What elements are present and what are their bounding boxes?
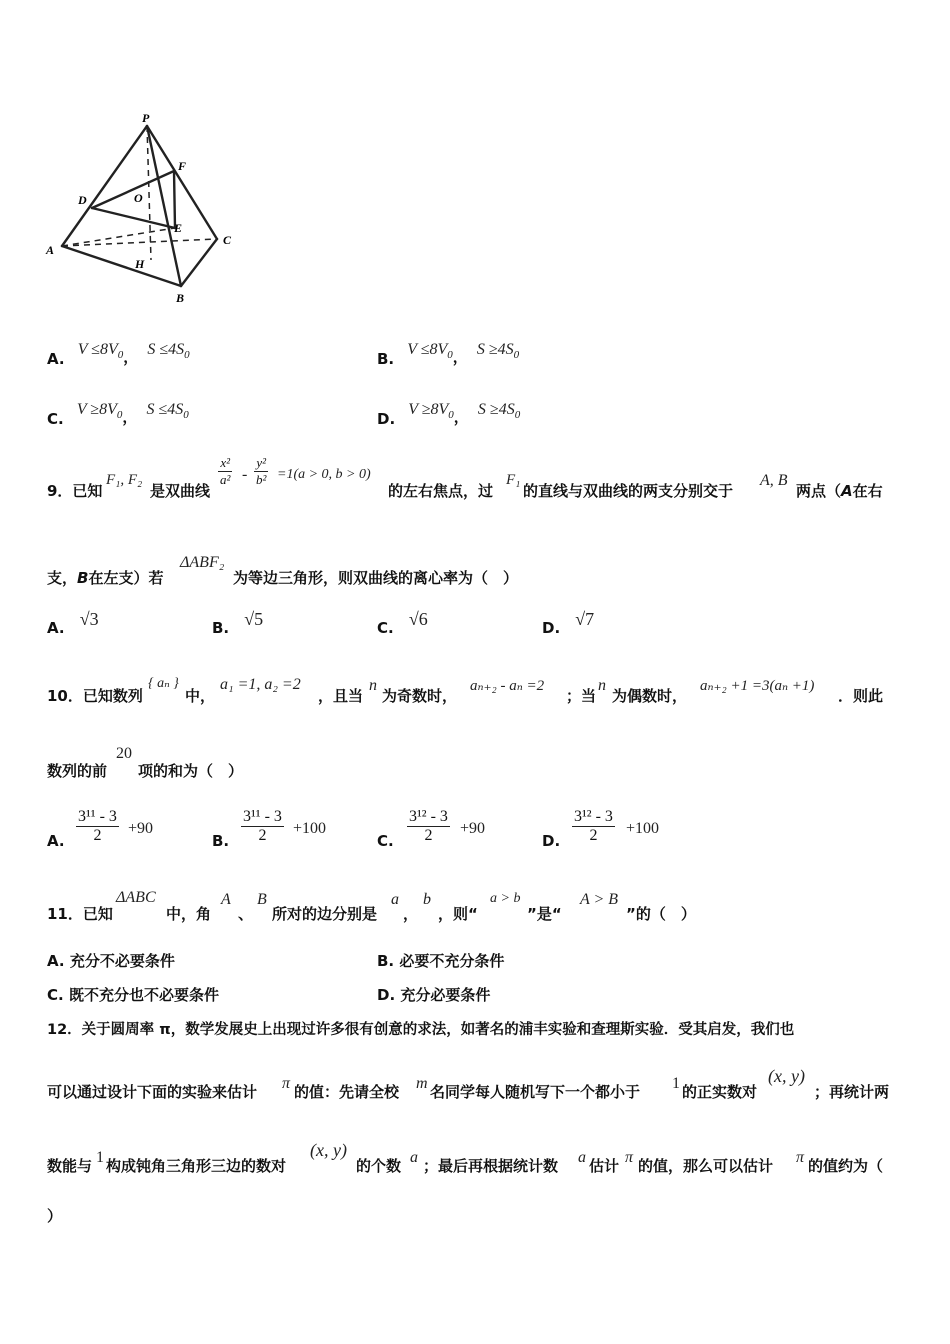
q9-text-3: 的直线与双曲线的两支分别交于	[523, 482, 734, 500]
q12-line2-b: 的值：先请全校	[294, 1083, 400, 1101]
q11-condition-1: a > b	[490, 891, 521, 906]
q9-text-1: 是双曲线	[150, 482, 211, 500]
option-letter: A.	[47, 619, 65, 637]
q8-option-d[interactable]	[377, 401, 521, 431]
q10-option-c[interactable]	[407, 808, 450, 845]
q12-line2-c: 名同学每人随机写下一个都小于	[430, 1083, 641, 1101]
q10-option-a-plus: +90	[128, 820, 154, 837]
option-letter: B.	[212, 619, 230, 637]
edge-PB	[147, 126, 181, 286]
option-text: 充分必要条件	[400, 986, 491, 1004]
q10-text-4: ；当	[566, 687, 597, 705]
separator: ，	[122, 408, 138, 426]
q8-option-b[interactable]	[377, 341, 520, 371]
option-letter: A.	[47, 952, 65, 970]
q12-line-4: ）	[47, 1207, 63, 1225]
q11-option-d[interactable]	[377, 984, 490, 1005]
option-letter: D.	[542, 619, 561, 637]
q11-side-b: b	[423, 891, 431, 908]
option-denominator: 2	[572, 826, 615, 845]
option-volume: $V \ge 8V_0$	[76, 401, 123, 422]
q9-triangle: ΔABF₂	[180, 554, 225, 571]
label-B: B	[176, 291, 185, 305]
tetrahedron-figure	[40, 110, 250, 310]
option-area: $S \le 4S_0$	[146, 401, 189, 422]
option-value: √6	[408, 609, 428, 629]
q12-line3-c: 的个数	[356, 1157, 402, 1175]
separator: ，	[453, 408, 469, 426]
edge-AB	[62, 246, 181, 286]
q9-condition: =1(a > 0, b > 0)	[277, 467, 371, 482]
q11-comma: ，	[403, 905, 419, 923]
q9-option-b[interactable]	[212, 609, 264, 638]
option-letter: B.	[377, 350, 395, 368]
separator: ，	[123, 348, 139, 366]
q12-line3-f: 的值，那么可以估计	[638, 1157, 774, 1175]
q11-number: 11．已知	[47, 905, 113, 923]
option-value: √3	[79, 609, 99, 629]
q11-text-3: 所对的边分别是	[272, 905, 378, 923]
q8-option-c[interactable]	[47, 401, 189, 431]
q11-text-4: ，则“	[438, 905, 478, 923]
q12-pi-3: π	[796, 1149, 805, 1166]
q10-initial: a₁ =1, a₂ =2	[220, 676, 301, 693]
q11-angle-a: A	[221, 891, 231, 908]
label-F: F	[178, 159, 187, 173]
option-area: $S \ge 4S_0$	[477, 401, 521, 422]
q12-line-1: 12．关于圆周率 π，数学发展史上出现过许多很有创意的求法，如著名的浦丰实验和查理斯实验．受其启发，我们也	[47, 1022, 795, 1038]
q10-option-c-letter: C.	[377, 832, 394, 850]
label-D: D	[78, 193, 87, 207]
q10-text-1: 中，	[185, 687, 216, 705]
q12-line3-d: ；最后再根据统计数	[423, 1157, 559, 1175]
q10-option-c-plus: +90	[460, 820, 486, 837]
q9-number: 9．已知	[47, 482, 103, 500]
q10-text-6: ．则此	[838, 687, 884, 705]
q11-side-a: a	[391, 891, 399, 908]
option-denominator: 2	[407, 826, 450, 845]
option-text: 既不充分也不必要条件	[68, 986, 219, 1004]
option-numerator: 3¹¹ - 3	[78, 808, 117, 825]
q9-points-ab: A, B	[760, 472, 788, 489]
q12-line3-a: 数能与	[47, 1157, 93, 1175]
q10-option-b-plus: +100	[293, 820, 327, 837]
edge-PA	[62, 126, 147, 246]
option-value: √7	[575, 609, 595, 629]
q10-number: 10．已知数列	[47, 687, 143, 705]
q11-condition-2: A > B	[580, 891, 619, 908]
option-denominator: 2	[241, 826, 284, 845]
q11-option-b[interactable]	[377, 950, 504, 971]
option-letter: C.	[47, 986, 64, 1004]
q10-even-rule: aₙ₊₂ +1 =3(aₙ +1)	[700, 678, 815, 694]
option-area: $S \le 4S_0$	[147, 341, 190, 362]
q12-line2-d: 的正实数对	[682, 1083, 758, 1101]
q9-fraction-y: $\frac{\text{y²}}{\text{b²}}$	[256, 455, 267, 487]
q11-angle-b: B	[257, 891, 267, 908]
option-area: $S \ge 4S_0$	[476, 341, 520, 362]
q10-n1: n	[369, 677, 377, 694]
q11-text-1: 中，角	[166, 905, 212, 923]
option-letter: C.	[47, 410, 64, 428]
edge-EF	[174, 171, 175, 228]
q10-text-7: 项的和为（ ）	[138, 762, 244, 780]
label-P: P	[142, 111, 150, 125]
q11-text-2: 、	[238, 905, 254, 923]
q11-triangle: ΔABC	[116, 889, 156, 906]
q10-option-a[interactable]	[76, 808, 119, 845]
q11-text-6: ”的（ ）	[626, 905, 696, 923]
option-numerator: 3¹² - 3	[574, 808, 613, 825]
option-denominator: 2	[76, 826, 119, 845]
q8-option-a[interactable]	[47, 341, 190, 371]
q12-line2-a: 可以通过设计下面的实验来估计	[47, 1083, 258, 1101]
option-letter: D.	[377, 986, 396, 1004]
option-text: 必要不充分条件	[399, 952, 505, 970]
q9-fraction-x: $\frac{\text{x²}}{\text{a²}}$	[220, 455, 231, 487]
separator: ，	[452, 348, 468, 366]
label-O: O	[134, 191, 143, 205]
option-volume: $V \ge 8V_0$	[408, 401, 454, 422]
q10-sequence: { aₙ }	[148, 676, 179, 691]
q9-minus: -	[242, 466, 248, 483]
option-letter: D.	[377, 410, 396, 428]
q12-count-a-2: a	[578, 1149, 586, 1166]
q12-pair-1: (x, y)	[768, 1066, 805, 1086]
q9-line2-start: 支，B在左支）若	[47, 569, 164, 587]
q11-option-c[interactable]	[47, 984, 219, 1005]
q12-count-a-1: a	[410, 1149, 418, 1166]
q12-line3-b: 构成钝角三角形三边的数对	[106, 1157, 287, 1175]
q9-option-c[interactable]	[377, 609, 428, 638]
q10-odd-rule: aₙ₊₂ - aₙ =2	[470, 678, 545, 694]
label-A: A	[46, 243, 55, 257]
q11-text-5: ”是“	[527, 905, 562, 923]
q12-line3-e: 估计	[589, 1157, 620, 1175]
q9-text-2: 的左右焦点，过	[388, 482, 494, 500]
q10-text-5: 为偶数时，	[612, 687, 688, 705]
q12-m: m	[416, 1075, 428, 1092]
q10-option-a-letter: A.	[47, 832, 65, 850]
option-numerator: 3¹² - 3	[409, 808, 448, 825]
q9-text-7: 为等边三角形，则双曲线的离心率为（ ）	[233, 569, 519, 587]
option-volume: $V \le 8V_0$	[77, 341, 124, 362]
option-volume: $V \le 8V_0$	[407, 341, 453, 362]
q10-option-b[interactable]	[241, 808, 284, 845]
q9-foci: F₁, F₂	[106, 472, 143, 488]
q12-pair-2: (x, y)	[310, 1140, 347, 1160]
q10-twenty: 20	[116, 745, 132, 762]
q10-option-d-plus: +100	[626, 820, 660, 837]
label-C: C	[223, 233, 232, 247]
q11-option-a[interactable]	[47, 950, 175, 971]
q10-option-b-letter: B.	[212, 832, 230, 850]
label-H: H	[135, 257, 145, 271]
q9-option-a[interactable]	[47, 609, 99, 638]
q12-one-2: 1	[96, 1149, 104, 1166]
q10-text-2: ，且当	[318, 687, 364, 705]
edge-BC	[181, 239, 217, 286]
q10-line2-start: 数列的前	[47, 762, 108, 780]
q10-option-d[interactable]	[572, 808, 615, 845]
option-letter: C.	[377, 619, 394, 637]
q10-n2: n	[598, 677, 606, 694]
q12-line3-g: 的值约为（	[808, 1157, 884, 1175]
q9-option-d[interactable]	[542, 609, 595, 638]
q12-pi-1: π	[282, 1075, 291, 1092]
q12-pi-2: π	[625, 1149, 634, 1166]
option-letter: A.	[47, 350, 65, 368]
edge-DE	[92, 208, 175, 228]
q12-one-1: 1	[672, 1075, 680, 1092]
q10-text-3: 为奇数时，	[382, 687, 458, 705]
q9-text-4: 两点（A在右	[796, 482, 883, 500]
option-numerator: 3¹¹ - 3	[243, 808, 282, 825]
q9-f1: F₁	[506, 472, 521, 488]
option-text: 充分不必要条件	[69, 952, 175, 970]
q12-line2-e: ；再统计两	[814, 1083, 890, 1101]
option-value: √5	[244, 609, 264, 629]
option-letter: B.	[377, 952, 395, 970]
label-E: E	[174, 221, 183, 235]
q10-option-d-letter: D.	[542, 832, 561, 850]
